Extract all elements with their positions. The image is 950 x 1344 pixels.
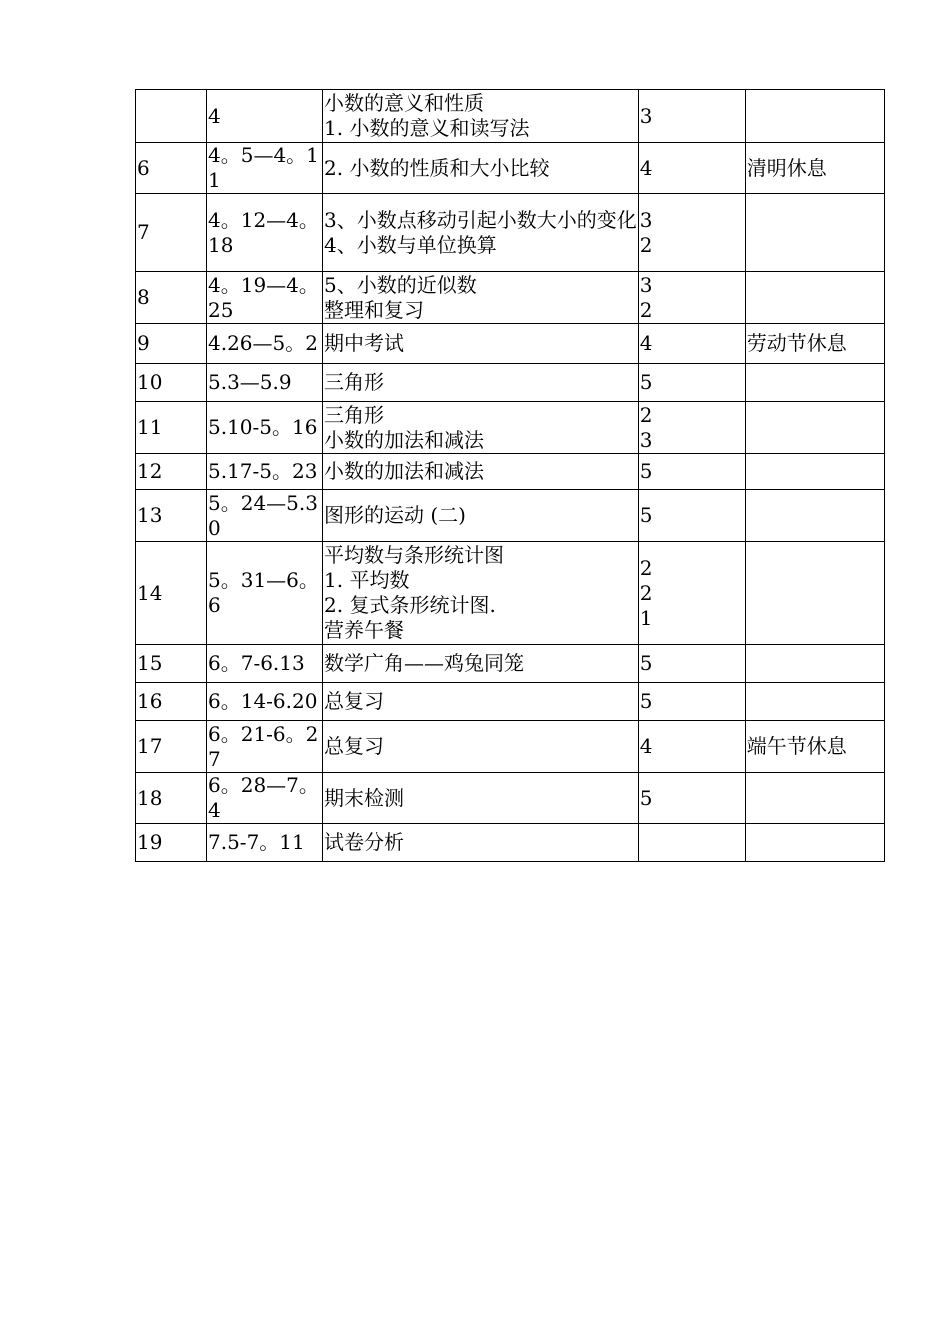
hours-line: 3 [639, 103, 653, 128]
content-line: 1. 小数的意义和读写法 [324, 116, 530, 140]
hours-cell [638, 402, 745, 454]
notes-cell [745, 90, 884, 143]
content-cell [323, 324, 639, 364]
week-cell: 14 [136, 542, 207, 645]
notes-cell [745, 194, 884, 272]
dates-cell: 5。31—6。6 [207, 542, 323, 645]
table-row [136, 324, 885, 364]
week-cell: 19 [136, 824, 207, 862]
table-row [136, 773, 885, 824]
notes-cell [745, 364, 884, 402]
content-cell [323, 90, 639, 143]
dates-cell: 5.10-5。16 [207, 402, 323, 454]
hours-cell [638, 454, 745, 490]
content-line: 平均数与条形统计图 [324, 543, 504, 567]
notes-cell [745, 402, 884, 454]
content-line: 小数的加法和减法 [324, 459, 484, 483]
dates-cell: 6。7-6.13 [207, 645, 323, 683]
dates-cell: 4.26—5。2 [207, 324, 323, 364]
content-line: 期末检测 [324, 785, 404, 810]
table-row [136, 143, 885, 194]
content-line: 三角形 [324, 370, 384, 394]
hours-cell [638, 683, 745, 721]
table-row [136, 364, 885, 402]
hours-line: 5 [639, 503, 653, 527]
content-cell [323, 143, 639, 194]
dates-cell: 6。14-6.20 [207, 683, 323, 721]
content-line: 图形的运动 (二) [324, 503, 466, 527]
hours-line: 3 [639, 207, 653, 232]
hours-line: 4 [639, 734, 653, 758]
content-cell [323, 490, 639, 542]
table-row [136, 721, 885, 773]
hours-line: 1 [639, 605, 653, 630]
week-cell [136, 90, 207, 143]
content-cell [323, 194, 639, 272]
notes-cell: 劳动节休息 [745, 324, 884, 364]
dates-cell: 4。12—4。18 [207, 194, 323, 272]
content-cell [323, 683, 639, 721]
content-cell [323, 721, 639, 773]
notes-cell [745, 683, 884, 721]
notes-cell [745, 773, 884, 824]
notes-cell [745, 454, 884, 490]
hours-line: 3 [639, 272, 653, 297]
dates-cell: 5.3—5.9 [207, 364, 323, 402]
dates-cell: 4。5—4。11 [207, 143, 323, 194]
notes-cell [745, 490, 884, 542]
content-line: 试卷分析 [324, 830, 404, 854]
hours-line: 2 [639, 580, 653, 605]
week-cell: 10 [136, 364, 207, 402]
hours-cell [638, 364, 745, 402]
content-cell [323, 773, 639, 824]
schedule-body [136, 90, 885, 862]
hours-line: 5 [639, 651, 653, 675]
table-row [136, 824, 885, 862]
hours-cell [638, 324, 745, 364]
hours-line: 3 [639, 427, 653, 452]
week-cell: 9 [136, 324, 207, 364]
content-line: 小数的意义和性质 [324, 91, 484, 115]
content-line: 2. 小数的性质和大小比较 [324, 155, 550, 180]
content-line: 小数的加法和减法 [324, 427, 484, 452]
notes-cell [745, 542, 884, 645]
content-cell [323, 542, 639, 645]
hours-cell [638, 490, 745, 542]
week-cell: 7 [136, 194, 207, 272]
content-line: 5、小数的近似数 [324, 272, 477, 297]
notes-cell [745, 824, 884, 862]
notes-cell [745, 272, 884, 324]
content-line: 1. 平均数 [324, 568, 410, 592]
week-cell: 18 [136, 773, 207, 824]
hours-cell [638, 542, 745, 645]
hours-line: 2 [639, 232, 653, 257]
content-line: 总复习 [324, 689, 384, 713]
week-cell: 6 [136, 143, 207, 194]
hours-line: 5 [639, 459, 653, 483]
content-line: 整理和复习 [324, 297, 424, 322]
content-cell [323, 824, 639, 862]
table-row [136, 90, 885, 143]
table-row [136, 194, 885, 272]
dates-cell: 5.17-5。23 [207, 454, 323, 490]
content-line: 数学广角——鸡兔同笼 [324, 651, 524, 675]
hours-cell [638, 143, 745, 194]
dates-cell: 7.5-7。11 [207, 824, 323, 862]
dates-cell: 5。24—5.30 [207, 490, 323, 542]
week-cell: 15 [136, 645, 207, 683]
notes-cell: 端午节休息 [745, 721, 884, 773]
hours-line: 5 [639, 689, 653, 713]
table-row [136, 683, 885, 721]
content-cell [323, 645, 639, 683]
dates-cell: 4 [207, 90, 323, 143]
content-line: 3、小数点移动引起小数大小的变化 [324, 207, 637, 232]
hours-cell [638, 721, 745, 773]
hours-line: 4 [639, 155, 653, 180]
notes-cell [745, 645, 884, 683]
week-cell: 11 [136, 402, 207, 454]
hours-line: 5 [639, 370, 653, 394]
hours-cell [638, 645, 745, 683]
week-cell: 16 [136, 683, 207, 721]
table-row [136, 490, 885, 542]
table-row [136, 542, 885, 645]
content-cell [323, 272, 639, 324]
content-line: 4、小数与单位换算 [324, 232, 497, 257]
hours-cell [638, 272, 745, 324]
dates-cell: 6。28—7。4 [207, 773, 323, 824]
content-line: 三角形 [324, 402, 384, 427]
hours-cell [638, 773, 745, 824]
week-cell: 12 [136, 454, 207, 490]
hours-line: 2 [639, 297, 653, 322]
content-cell [323, 364, 639, 402]
content-line: 营养午餐 [324, 618, 404, 642]
table-row [136, 454, 885, 490]
hours-line: 4 [639, 331, 653, 355]
hours-cell [638, 90, 745, 143]
notes-cell: 清明休息 [745, 143, 884, 194]
week-cell: 13 [136, 490, 207, 542]
week-cell: 8 [136, 272, 207, 324]
table-row [136, 402, 885, 454]
content-line: 总复习 [324, 734, 384, 758]
hours-line: 5 [639, 785, 653, 810]
hours-line: 2 [639, 555, 653, 580]
hours-cell [638, 194, 745, 272]
table-row [136, 645, 885, 683]
hours-cell [638, 824, 745, 862]
content-line: 期中考试 [324, 331, 404, 355]
content-cell [323, 402, 639, 454]
content-cell [323, 454, 639, 490]
hours-line: 2 [639, 402, 653, 427]
table-row [136, 272, 885, 324]
content-line: 2. 复式条形统计图. [324, 593, 496, 617]
schedule-table [135, 89, 885, 862]
dates-cell: 4。19—4。25 [207, 272, 323, 324]
dates-cell: 6。21-6。27 [207, 721, 323, 773]
week-cell: 17 [136, 721, 207, 773]
